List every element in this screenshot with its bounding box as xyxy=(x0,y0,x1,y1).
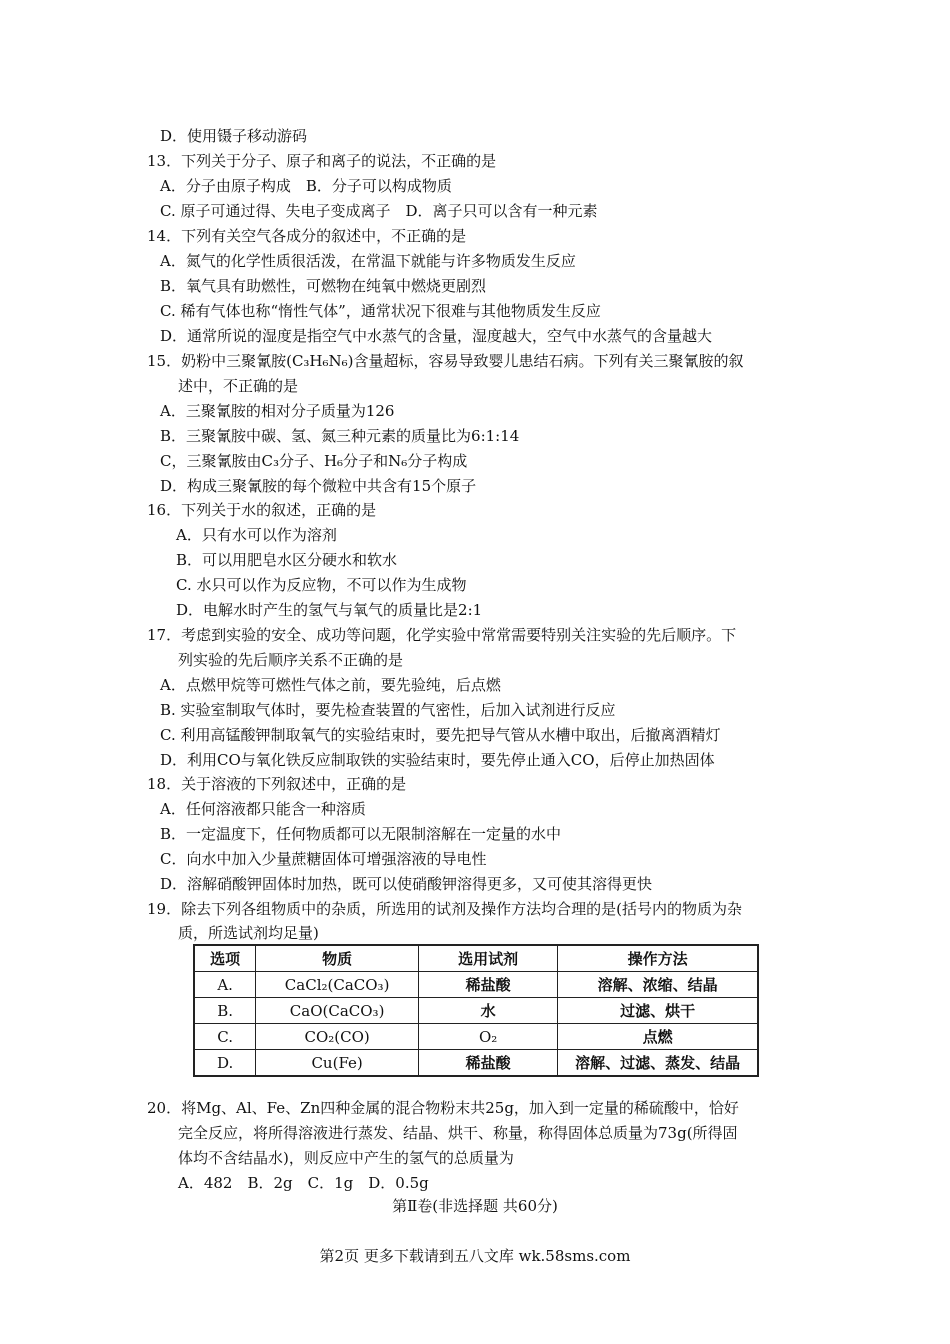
table-header-cell: 选项 xyxy=(194,945,256,972)
q18-option-c: C．向水中加入少量蔗糖固体可增强溶液的导电性 xyxy=(160,850,487,868)
table-cell: C. xyxy=(194,1024,256,1050)
q15-stem: 15．奶粉中三聚氰胺(C₃H₆N₆)含量超标，容易导致婴儿患结石病。下列有关三聚氰胺的叙 xyxy=(147,352,744,370)
table-cell: Cu(Fe) xyxy=(256,1050,419,1077)
q17-stem: 17．考虑到实验的安全、成功等问题，化学实验中常常需要特别关注实验的先后顺序。下 xyxy=(147,626,737,644)
page-footer: 第2页 更多下载请到五八文库 wk.58sms.com xyxy=(319,1247,631,1265)
table-cell: A. xyxy=(194,972,256,998)
section-title: 第Ⅱ卷(非选择题 共60分) xyxy=(392,1197,558,1215)
table-cell: D. xyxy=(194,1050,256,1077)
table-cell: 过滤、烘干 xyxy=(558,998,758,1024)
q13-options-ab: A．分子由原子构成 B．分子可以构成物质 xyxy=(160,177,452,195)
q18-option-b: B．一定温度下，任何物质都可以无限制溶解在一定量的水中 xyxy=(160,825,562,843)
table-cell: 稀盐酸 xyxy=(418,1050,557,1077)
q12-option-d: D．使用镊子移动游码 xyxy=(160,127,308,145)
q14-option-b: B．氧气具有助燃性，可燃物在纯氧中燃烧更剧烈 xyxy=(160,277,487,295)
q15-option-a: A．三聚氰胺的相对分子质量为126 xyxy=(160,402,395,420)
q18-option-a: A．任何溶液都只能含一种溶质 xyxy=(160,800,366,818)
table-cell: CaCl₂(CaCO₃) xyxy=(256,972,419,998)
table-cell: 溶解、浓缩、结晶 xyxy=(558,972,758,998)
table-cell: CO₂(CO) xyxy=(256,1024,419,1050)
q19-table xyxy=(193,944,759,1077)
q19-stem: 19．除去下列各组物质中的杂质，所选用的试剂及操作方法均合理的是(括号内的物质为杂 xyxy=(147,900,742,918)
q17-option-b: B. 实验室制取气体时，要先检查装置的气密性，后加入试剂进行反应 xyxy=(160,701,616,719)
table-header-cell: 物质 xyxy=(256,945,419,972)
table-cell: B. xyxy=(194,998,256,1024)
q16-option-d: D．电解水时产生的氢气与氧气的质量比是2:1 xyxy=(176,601,483,619)
q15-option-c: C，三聚氰胺由C₃分子、H₆分子和N₆分子构成 xyxy=(160,452,468,470)
q18-option-d: D．溶解硝酸钾固体时加热，既可以使硝酸钾溶得更多，又可使其溶得更快 xyxy=(160,875,653,893)
table-row xyxy=(194,1024,758,1050)
table-row xyxy=(194,972,758,998)
table-row xyxy=(194,1050,758,1077)
q20-stem-cont-2: 体均不含结晶水)，则反应中产生的氢气的总质量为 xyxy=(178,1149,514,1167)
q14-option-a: A．氮气的化学性质很活泼，在常温下就能与许多物质发生反应 xyxy=(160,252,576,270)
q17-option-c: C. 利用高锰酸钾制取氧气的实验结束时，要先把导气管从水槽中取出，后撤离酒精灯 xyxy=(160,726,721,744)
table-header-row xyxy=(194,945,758,972)
q17-option-a: A．点燃甲烷等可燃性气体之前，要先验纯，后点燃 xyxy=(160,676,501,694)
q16-option-b: B．可以用肥皂水区分硬水和软水 xyxy=(176,551,398,569)
q14-stem: 14．下列有关空气各成分的叙述中，不正确的是 xyxy=(147,227,467,245)
table-row xyxy=(194,998,758,1024)
table-cell: 溶解、过滤、蒸发、结晶 xyxy=(558,1050,758,1077)
table-cell: 稀盐酸 xyxy=(418,972,557,998)
q18-stem: 18．关于溶液的下列叙述中，正确的是 xyxy=(147,775,407,793)
q15-option-d: D．构成三聚氰胺的每个微粒中共含有15个原子 xyxy=(160,477,477,495)
q14-option-d: D．通常所说的湿度是指空气中水蒸气的含量，湿度越大，空气中水蒸气的含量越大 xyxy=(160,327,713,345)
table-cell: 点燃 xyxy=(558,1024,758,1050)
q15-option-b: B．三聚氰胺中碳、氢、氮三种元素的质量比为6:1:14 xyxy=(160,427,520,445)
q17-option-d: D．利用CO与氧化铁反应制取铁的实验结束时，要先停止通入CO，后停止加热固体 xyxy=(160,751,715,769)
q13-options-cd: C. 原子可通过得、失电子变成离子 D．离子只可以含有一种元素 xyxy=(160,202,598,220)
q16-option-c: C. 水只可以作为反应物，不可以作为生成物 xyxy=(176,576,467,594)
q14-option-c: C. 稀有气体也称“惰性气体”，通常状况下很难与其他物质发生反应 xyxy=(160,302,601,320)
table-header-cell: 操作方法 xyxy=(558,945,758,972)
table-cell: CaO(CaCO₃) xyxy=(256,998,419,1024)
q16-option-a: A．只有水可以作为溶剂 xyxy=(176,526,337,544)
q19-stem-cont: 质，所选试剂均足量) xyxy=(178,924,319,942)
q20-stem: 20．将Mg、Al、Fe、Zn四种金属的混合物粉末共25g，加入到一定量的稀硫酸中，恰好 xyxy=(147,1099,739,1117)
q20-stem-cont-1: 完全反应，将所得溶液进行蒸发、结晶、烘干、称量，称得固体总质量为73g(所得固 xyxy=(178,1124,738,1142)
table-cell: O₂ xyxy=(418,1024,557,1050)
table-header-cell: 选用试剂 xyxy=(418,945,557,972)
q20-options: A．482 B．2g C．1g D．0.5g xyxy=(178,1174,429,1192)
q17-stem-cont: 列实验的先后顺序关系不正确的是 xyxy=(178,651,404,669)
q13-stem: 13．下列关于分子、原子和离子的说法，不正确的是 xyxy=(147,152,497,170)
q15-stem-cont: 述中，不正确的是 xyxy=(178,377,299,395)
table-cell: 水 xyxy=(418,998,557,1024)
q16-stem: 16．下列关于水的叙述，正确的是 xyxy=(147,501,377,519)
